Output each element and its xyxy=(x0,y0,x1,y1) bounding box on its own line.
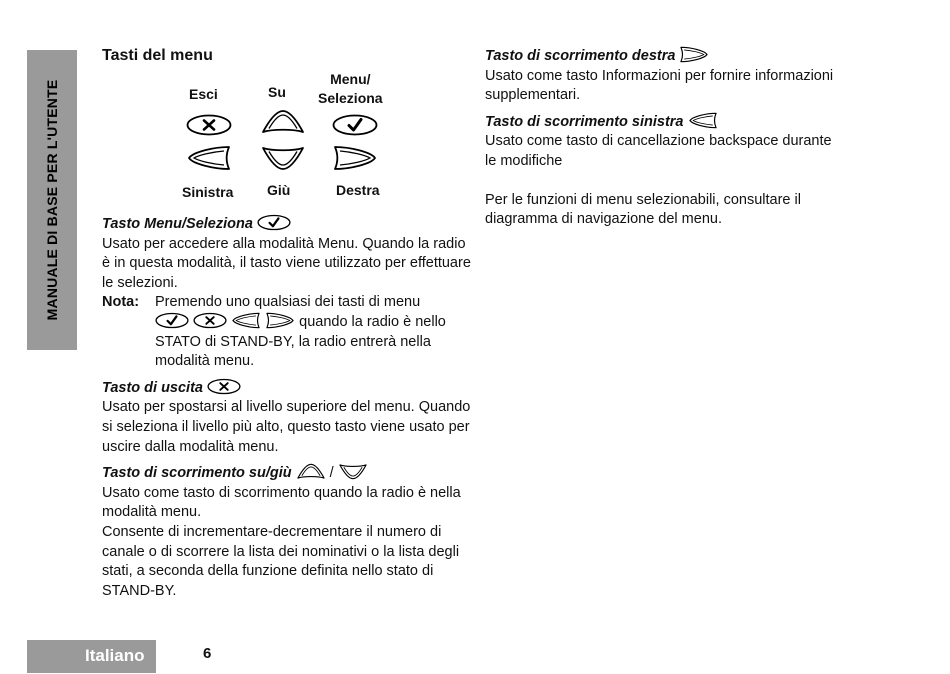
keypad-label-left: Sinistra xyxy=(182,184,234,200)
page-number: 6 xyxy=(203,645,212,662)
keypad-label-down: Giù xyxy=(267,182,291,198)
right-key-text: Usato come tasto Informazioni per fornire informazioni supplementari. xyxy=(485,67,834,104)
left-key-heading-text: Tasto di scorrimento sinistra xyxy=(485,113,684,130)
right-key-icon xyxy=(679,45,709,64)
keypad-label-exit: Esci xyxy=(189,86,218,102)
keypad-label-right: Destra xyxy=(336,182,380,198)
keypad-label-menu: Menu/ Seleziona xyxy=(318,71,383,106)
note-text-3: STATO di STAND-BY, la radio entrerà nella modalità menu. xyxy=(155,333,431,370)
exit-key-heading xyxy=(102,379,472,399)
right-key-heading-text: Tasto di scorrimento destra xyxy=(485,48,676,64)
menu-key-heading xyxy=(102,215,472,235)
left-key-icon xyxy=(688,111,718,130)
footer-language: Italiano xyxy=(85,646,145,665)
up-key-icon xyxy=(260,108,306,136)
note-keys-line xyxy=(155,313,472,333)
updown-text-1: Usato come tasto di scorrimento quando la radio è nella modalità menu. xyxy=(102,484,461,521)
note-body xyxy=(155,293,472,371)
check-key-icon xyxy=(257,214,291,231)
section-title: Tasti del menu xyxy=(102,47,213,64)
updown-heading xyxy=(102,464,472,484)
right-key-heading xyxy=(485,47,845,67)
updown-heading-text: Tasto di scorrimento su/giù xyxy=(102,465,292,482)
note-label: Nota: xyxy=(102,294,140,311)
footer-text: Per le funzioni di menu selezionabili, consultare il diagramma di navigazione del menu. xyxy=(485,191,801,228)
keypad-label-up: Su xyxy=(268,84,286,100)
menu-key-heading-text: Tasto Menu/Seleziona xyxy=(102,216,253,232)
left-key-icon xyxy=(231,311,261,330)
right-column xyxy=(485,47,845,230)
right-key-icon xyxy=(332,144,378,172)
side-tab-label: MANUALE DI BASE PER L'UTENTE xyxy=(44,79,60,321)
note-block xyxy=(102,293,472,371)
exit-key-heading-text: Tasto di uscita xyxy=(102,379,203,396)
check-key-icon xyxy=(332,114,378,136)
updown-separator: / xyxy=(329,465,334,482)
note-text-1: Premendo uno qualsiasi dei tasti di menu xyxy=(155,294,421,311)
x-key-icon xyxy=(207,378,241,395)
x-key-icon xyxy=(186,114,232,136)
updown-text-2: Consente di incrementare-decrementare il numero di canale o di scorrere la lista dei nominativi o la lista degli stati, a seconda della funzione definita nello stato di STAND-BY. xyxy=(102,523,460,599)
check-key-icon xyxy=(155,312,189,329)
left-key-text: Usato come tasto di cancellazione backspace durante le modifiche xyxy=(485,133,832,169)
menu-key-text: Usato per accedere alla modalità Menu. Quando la radio è in questa modalità, il tasto viene utilizzato per effettuare le selezioni. xyxy=(102,235,471,291)
down-key-icon xyxy=(338,462,368,481)
up-key-icon xyxy=(296,462,326,481)
left-key-heading xyxy=(485,113,845,133)
left-column xyxy=(102,215,472,601)
right-key-icon xyxy=(265,311,295,330)
left-key-icon xyxy=(186,144,232,172)
side-tab xyxy=(27,50,77,350)
exit-key-text: Usato per spostarsi al livello superiore del menu. Quando si seleziona il livello più alto, questo tasto viene usato per uscire dalla modalità menu. xyxy=(102,399,471,455)
down-key-icon xyxy=(260,144,306,172)
note-text-2: quando la radio è nello xyxy=(299,313,446,330)
x-key-icon xyxy=(193,312,227,329)
